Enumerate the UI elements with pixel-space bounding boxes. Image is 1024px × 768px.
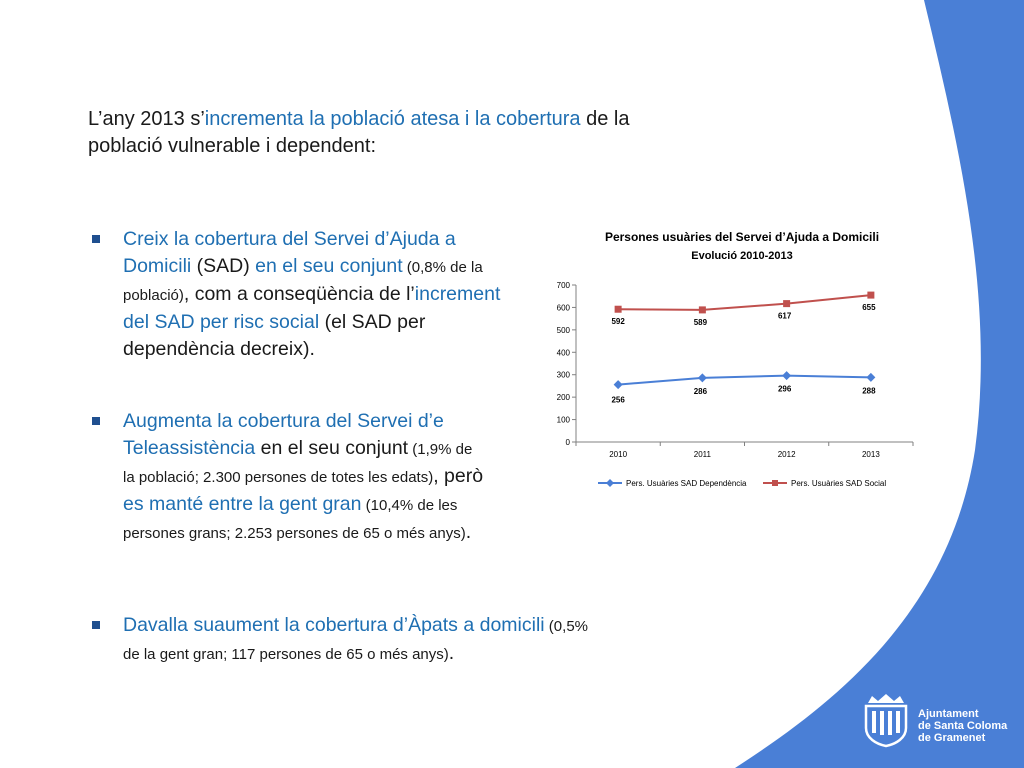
bullet-segment: (el SAD per dependència decreix).: [123, 311, 426, 360]
data-label: 617: [777, 311, 792, 321]
x-tick-label: 2010: [609, 450, 628, 459]
y-tick-label: 400: [556, 348, 570, 358]
bullet-text: [123, 612, 603, 668]
line-chart: [538, 222, 918, 492]
y-tick-label: 500: [556, 325, 570, 335]
data-point: [615, 306, 622, 313]
bullet-segment: (0,5% de la gent gran; 117 persones de 65 o més anys): [123, 618, 588, 663]
data-label: 655: [862, 303, 876, 313]
x-tick-label: 2012: [777, 450, 796, 459]
y-tick-label: 300: [556, 370, 570, 380]
bullet-list: [92, 226, 612, 668]
shield-stripe: [888, 711, 892, 735]
bullet-segment: Creix la cobertura del Servei d’Ajuda a Domicili: [123, 228, 456, 277]
data-point: [782, 371, 791, 380]
bullet-square-icon: [92, 235, 100, 243]
bullet-segment: (0,8% de la població): [123, 259, 483, 304]
bullet-segment: en el seu conjunt: [255, 437, 409, 459]
data-label: 296: [777, 384, 792, 394]
title-part-1: L’any 2013 s’: [88, 108, 205, 130]
data-point: [698, 373, 707, 382]
bullet-segment: es manté entre la gent gran: [123, 493, 362, 515]
data-point: [614, 380, 623, 389]
data-point: [867, 292, 874, 299]
logo-line: de Gramenet: [918, 732, 986, 744]
bullet-item: [92, 408, 612, 607]
series-line: [618, 376, 871, 385]
logo-line: Ajuntament: [918, 708, 979, 720]
y-tick-label: 200: [556, 393, 570, 403]
bullet-square-icon: [92, 621, 100, 629]
slide-title: [88, 106, 688, 160]
bullet-item: [92, 226, 612, 372]
bullet-segment: Augmenta la cobertura del Servei d’e Teleassistència: [123, 410, 444, 459]
bullet-segment: increment del SAD per risc social: [123, 283, 501, 333]
bullet-segment: (SAD): [191, 255, 256, 277]
crown-icon: [868, 694, 904, 703]
chart-legend: [598, 479, 886, 488]
city-council-logo: [858, 690, 914, 750]
y-tick-label: 600: [556, 303, 570, 313]
bullet-segment: , com a conseqüència de l’: [183, 283, 415, 305]
logo-text: [918, 708, 1007, 744]
data-point: [699, 306, 706, 313]
data-label: 286: [693, 386, 708, 396]
y-tick-label: 700: [556, 281, 570, 290]
data-point: [866, 373, 875, 382]
chart-subtitle: Evolució 2010-2013: [691, 250, 793, 262]
data-label: 589: [693, 317, 708, 327]
data-label: 256: [611, 395, 625, 405]
y-tick-label: 0: [565, 438, 570, 447]
title-part-3: de la població vulnerable i dependent:: [88, 108, 630, 157]
logo-line: de Santa Coloma: [918, 720, 1008, 732]
legend-marker: [606, 479, 614, 487]
data-label: 288: [862, 386, 876, 396]
chart-series: [611, 292, 876, 405]
shield-stripe: [872, 711, 876, 733]
bullet-segment: (10,4% de les persones grans; 2.253 persones de 65 o més anys): [123, 497, 466, 542]
title-highlight: incrementa la població atesa i la cobertura: [204, 108, 581, 130]
legend-marker: [772, 480, 778, 486]
bullet-square-icon: [92, 417, 100, 425]
bullet-segment: Davalla suaument la cobertura d’Àpats a domicili: [123, 614, 545, 636]
bullet-segment: .: [448, 642, 455, 664]
bullet-segment: (1,9% de la població; 2.300 persones de totes les edats): [123, 441, 473, 486]
series-line: [618, 295, 871, 310]
shield-stripe: [880, 711, 884, 735]
x-tick-label: 2011: [693, 450, 711, 459]
bullet-segment: .: [465, 521, 472, 543]
bullet-segment: en el seu conjunt: [255, 255, 403, 277]
shield-stripe: [896, 711, 900, 733]
data-label: 592: [611, 317, 625, 327]
bullet-text: [123, 408, 485, 547]
bullet-text: [123, 226, 505, 363]
data-point: [783, 300, 790, 307]
y-tick-label: 100: [556, 415, 570, 425]
bullet-segment: , però: [433, 465, 484, 487]
x-tick-label: 2013: [861, 450, 880, 459]
chart-title: Persones usuàries del Servei d’Ajuda a Domicili: [604, 230, 880, 244]
legend-label: Pers. Usuàries SAD Social: [791, 479, 887, 488]
legend-label: Pers. Usuàries SAD Dependència: [626, 479, 747, 488]
bullet-item: [92, 612, 612, 668]
